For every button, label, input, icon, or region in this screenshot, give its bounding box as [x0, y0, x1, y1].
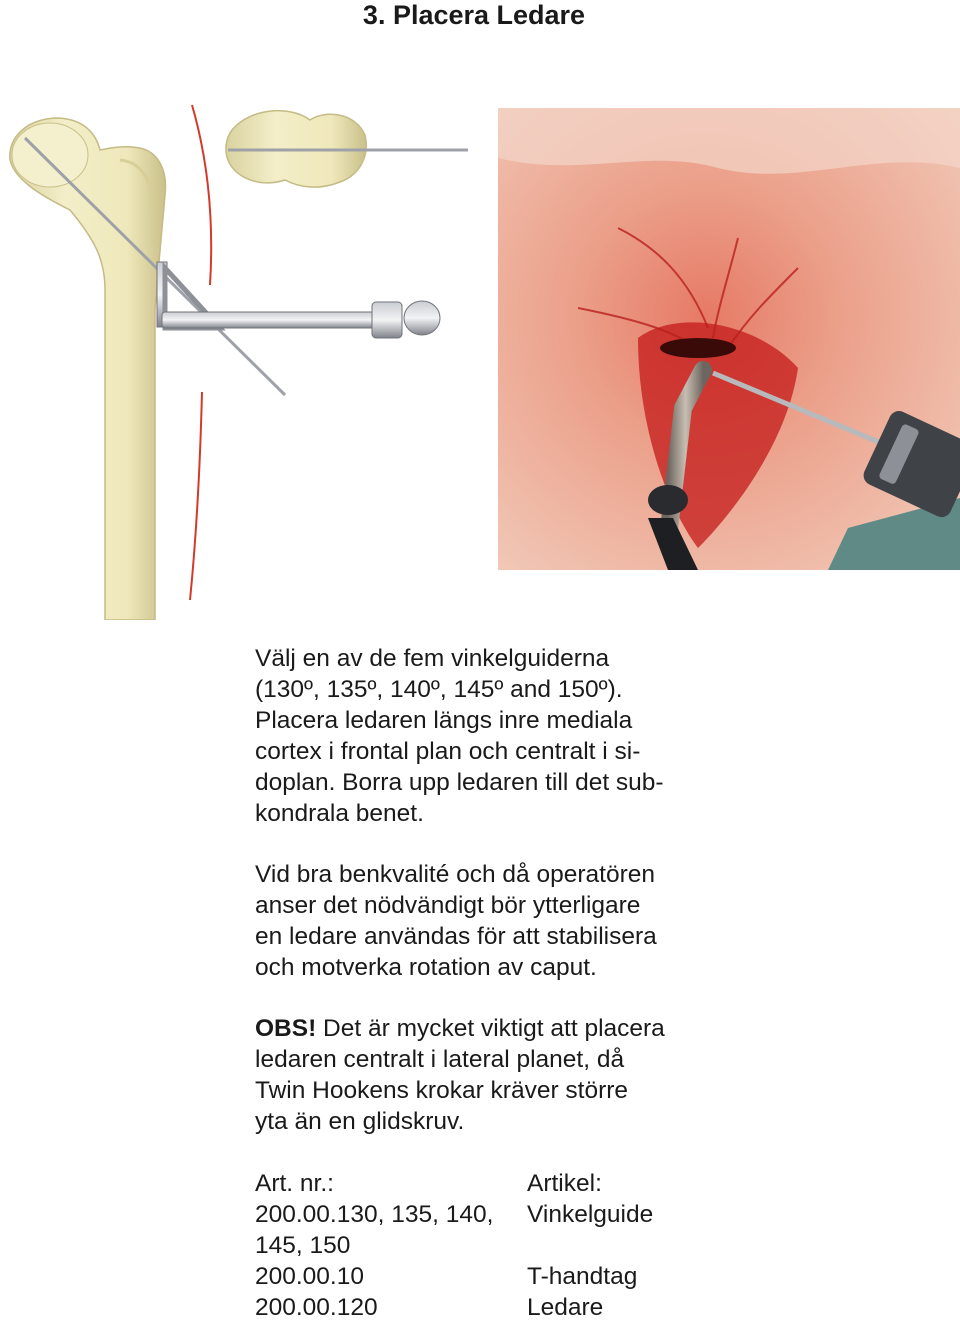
- angle-guide-instrument: [157, 262, 440, 338]
- instruction-paragraph-2: [255, 859, 935, 983]
- text-line: [255, 1013, 935, 1044]
- artikel-cell: T-handtag: [527, 1263, 638, 1290]
- art-nr-cell: 145, 150: [255, 1232, 351, 1259]
- text-line: yta än en glidskruv.: [255, 1108, 465, 1135]
- text-line: Vid bra benkvalité och då operatören: [255, 861, 655, 888]
- art-nr-cell: 200.00.130, 135, 140,: [255, 1201, 494, 1228]
- obs-label: OBS!: [255, 1015, 317, 1042]
- page-title: 3. Placera Ledare: [362, 0, 586, 30]
- art-nr-cell: 200.00.120: [255, 1294, 378, 1321]
- text-line: cortex i frontal plan och centralt i si-: [255, 738, 641, 765]
- text-line: kondrala benet.: [255, 800, 424, 827]
- femur-bone: [10, 118, 166, 620]
- femoral-head-side-view: [226, 111, 468, 187]
- artikel-cell: Ledare: [527, 1294, 604, 1321]
- femur-guide-illustration: [0, 100, 480, 620]
- table-row: [255, 1230, 653, 1261]
- text-line: doplan. Borra upp ledaren till det sub-: [255, 769, 664, 796]
- table-row: [255, 1292, 653, 1323]
- cortex-reference-line-lower: [190, 392, 202, 600]
- parts-header-row: [255, 1168, 653, 1199]
- obs-warning-paragraph: [255, 1013, 935, 1137]
- text-line: ledaren centralt i lateral planet, då: [255, 1046, 625, 1073]
- table-row: [255, 1199, 653, 1230]
- parts-table: [255, 1168, 653, 1323]
- cortex-reference-line-upper: [192, 105, 211, 285]
- text-line: Placera ledaren längs inre mediala: [255, 707, 633, 734]
- text-line: anser det nödvändigt bör ytterligare: [255, 892, 641, 919]
- obs-text: Det är mycket viktigt att placera: [316, 1015, 665, 1042]
- artikel-header: Artikel:: [527, 1170, 602, 1197]
- surgical-photo: [498, 108, 960, 570]
- table-row: [255, 1261, 653, 1292]
- artikel-cell: Vinkelguide: [527, 1201, 654, 1228]
- text-line: (130º, 135º, 140º, 145º and 150º).: [255, 676, 623, 703]
- text-line: Välj en av de fem vinkelguiderna: [255, 645, 610, 672]
- text-line: och motverka rotation av caput.: [255, 954, 597, 981]
- art-nr-header: Art. nr.:: [255, 1170, 334, 1197]
- artikel-cell: [527, 1230, 653, 1261]
- instruction-paragraph-1: [255, 643, 935, 829]
- text-line: en ledare användas för att stabilisera: [255, 923, 657, 950]
- art-nr-cell: 200.00.10: [255, 1263, 364, 1290]
- text-line: Twin Hookens krokar kräver större: [255, 1077, 629, 1104]
